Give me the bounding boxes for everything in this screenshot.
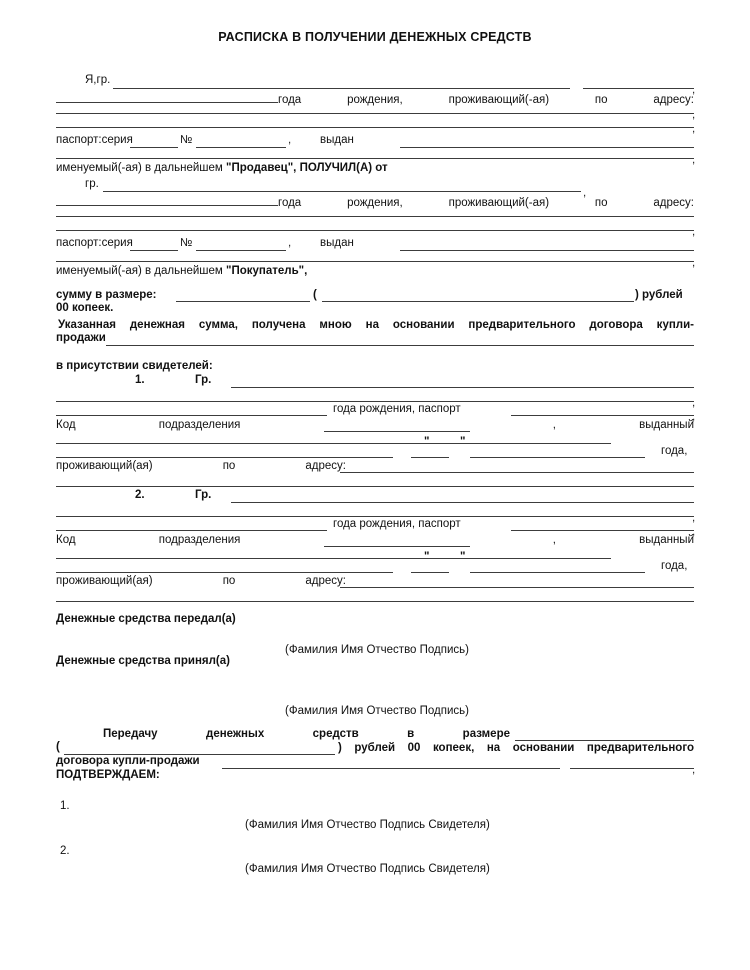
buyer-issued-label: выдан — [320, 237, 354, 249]
witness-signature-1-caption: (Фамилия Имя Отчество Подпись Свидетеля) — [245, 819, 490, 831]
seller-year-word: года — [278, 94, 302, 106]
buyer-by-word: по — [594, 197, 608, 209]
witness-2-name-line-2[interactable] — [56, 516, 694, 517]
buyer-residing-word: проживающий(-ая) — [448, 197, 550, 209]
seller-residing-word: проживающий(-ая) — [448, 94, 550, 106]
seller-name-line-2[interactable] — [583, 88, 694, 89]
witness-signature-1-number: 1. — [60, 800, 70, 812]
witness-2-subdivision-label: подразделения — [158, 534, 241, 546]
amount-words-line[interactable] — [322, 301, 634, 302]
seller-named-prefix: именуемый(-ая) в дальнейшем — [56, 162, 223, 174]
line-comma: , — [692, 526, 696, 538]
witness-signature-2-number: 2. — [60, 845, 70, 857]
confirmation-line-1 — [103, 727, 510, 741]
confirm-word-4: в — [407, 728, 415, 740]
witness-2-issued-label: выданный — [639, 534, 694, 546]
seller-birth-residence-row — [278, 93, 694, 107]
seller-issued-by-line-2[interactable] — [56, 158, 694, 159]
witness-1-day-line[interactable] — [411, 457, 449, 458]
line-comma: , — [692, 411, 696, 423]
witness-signature-2-caption: (Фамилия Имя Отчество Подпись Свидетеля) — [245, 863, 490, 875]
amount-digits-line[interactable] — [176, 301, 310, 302]
buyer-intro-label: гр. — [85, 178, 99, 190]
buyer-birthyear-line[interactable] — [56, 205, 278, 206]
funds-received-label: Денежные средства принял(а) — [56, 655, 230, 667]
witness-1-month-line[interactable] — [470, 457, 645, 458]
line-comma: , — [692, 109, 696, 121]
code-comma: , — [552, 534, 556, 546]
amount-rubles-label: ) рублей — [635, 289, 683, 301]
witness-2-birthyear-line[interactable] — [56, 530, 327, 531]
seller-issued-by-line[interactable] — [400, 147, 694, 148]
line-comma: , — [583, 187, 587, 199]
witness-1-issuer-line-2[interactable] — [56, 457, 393, 458]
buyer-named-row — [56, 265, 307, 278]
buyer-issued-by-line[interactable] — [400, 250, 694, 251]
seller-passport-number-sign: № — [180, 134, 193, 146]
seller-role-label: "Продавец", — [226, 162, 297, 174]
witnesses-heading: в присутствии свидетелей: — [56, 360, 213, 372]
witness-2-residing-row — [56, 574, 346, 588]
witness-1-name-line[interactable] — [231, 387, 694, 388]
witness-1-year-word: года, — [661, 445, 688, 457]
handed-over-signature-caption: (Фамилия Имя Отчество Подпись) — [285, 644, 469, 656]
witness-1-citizen-label: Гр. — [195, 374, 212, 386]
page-title: РАСПИСКА В ПОЛУЧЕНИИ ДЕНЕЖНЫХ СРЕДСТВ — [218, 30, 532, 44]
line-comma: , — [288, 134, 292, 146]
line-comma: , — [692, 512, 696, 524]
witness-2-name-line[interactable] — [231, 502, 694, 503]
confirmation-contract-date-line[interactable] — [570, 768, 694, 769]
seller-received-from-label: ПОЛУЧИЛ(А) от — [299, 162, 388, 174]
buyer-passport-number-line[interactable] — [196, 250, 286, 251]
line-comma: , — [288, 237, 292, 249]
witness-1-name-line-2[interactable] — [56, 401, 694, 402]
confirmation-contract-line[interactable] — [222, 768, 560, 769]
buyer-named-prefix: именуемый(-ая) в дальнейшем — [56, 265, 223, 277]
buyer-year-word: года — [278, 197, 302, 209]
buyer-address-word: адресу: — [653, 197, 694, 209]
buyer-address-line-1[interactable] — [56, 216, 694, 217]
amount-sum-label: сумму в размере: — [56, 289, 157, 301]
seller-passport-label: паспорт:серия — [56, 134, 133, 146]
confirm-word-1: Передачу — [103, 728, 158, 740]
seller-named-row — [56, 162, 388, 175]
amount-statement-tail: продажи — [56, 332, 106, 344]
confirmation-confirm-word: ПОДТВЕРЖДАЕМ: — [56, 769, 160, 781]
seller-intro-label: Я,гр. — [85, 74, 111, 86]
witness-2-address-line[interactable] — [340, 587, 694, 588]
confirmation-line-2: ) рублей 00 копеек, на основании предварительного — [338, 742, 694, 754]
buyer-passport-label: паспорт:серия — [56, 237, 133, 249]
buyer-address-line-2[interactable] — [56, 230, 694, 231]
seller-by-word: по — [594, 94, 608, 106]
seller-name-line[interactable] — [113, 88, 570, 89]
witness-2-day-quote-open: " — [424, 551, 430, 563]
seller-passport-series-line[interactable] — [130, 147, 178, 148]
seller-address-word: адресу: — [653, 94, 694, 106]
witness-2-birth-passport-label: года рождения, паспорт — [333, 518, 461, 530]
seller-address-line-2[interactable] — [56, 127, 694, 128]
witness-2-number: 2. — [135, 489, 145, 501]
witness-1-month-quote-close: " — [460, 436, 466, 448]
witness-2-code-row — [56, 533, 694, 547]
witness-2-year-word: года, — [661, 560, 688, 572]
witness-1-passport-line[interactable] — [511, 415, 694, 416]
buyer-passport-number-sign: № — [180, 237, 193, 249]
witness-2-code-label: Код — [56, 534, 76, 546]
witness-2-issuer-line-2[interactable] — [56, 572, 393, 573]
witness-1-day-quote-open: " — [424, 436, 430, 448]
line-comma: , — [692, 84, 696, 96]
witness-1-address-line-2[interactable] — [56, 486, 694, 487]
buyer-issued-by-line-2[interactable] — [56, 261, 694, 262]
witness-1-residing-row — [56, 459, 346, 473]
witness-2-residing-label: проживающий(ая) — [56, 575, 153, 587]
seller-birth-word: рождения, — [347, 94, 403, 106]
buyer-passport-series-line[interactable] — [130, 250, 178, 251]
line-comma: , — [692, 257, 696, 269]
confirmation-paren-open: ( — [56, 741, 60, 753]
witness-2-address-line-2[interactable] — [56, 601, 694, 602]
witness-1-address-word: адресу: — [305, 460, 346, 472]
line-comma: , — [692, 226, 696, 238]
buyer-name-line[interactable] — [103, 191, 581, 192]
witness-2-issuer-line[interactable] — [56, 558, 611, 559]
witness-2-by-word: по — [222, 575, 236, 587]
confirmation-line-3: договора купли-продажи — [56, 755, 200, 767]
buyer-birth-residence-row — [278, 196, 694, 210]
witness-2-month-line[interactable] — [470, 572, 645, 573]
line-comma: , — [692, 123, 696, 135]
witness-1-issued-label: выданный — [639, 419, 694, 431]
received-signature-caption: (Фамилия Имя Отчество Подпись) — [285, 705, 469, 717]
witness-1-birthyear-line[interactable] — [56, 415, 327, 416]
seller-address-line-1[interactable] — [56, 113, 694, 114]
witness-2-passport-line[interactable] — [511, 530, 694, 531]
amount-kopecks-label: 00 копеек. — [56, 302, 114, 314]
line-comma: , — [692, 397, 696, 409]
witness-1-by-word: по — [222, 460, 236, 472]
witness-2-day-line[interactable] — [411, 572, 449, 573]
confirm-word-5: размере — [462, 728, 510, 740]
confirm-word-3: средств — [312, 728, 359, 740]
witness-2-month-quote-close: " — [460, 551, 466, 563]
witness-2-subdivision-code-line[interactable] — [324, 535, 470, 547]
amount-paren-open: ( — [313, 289, 317, 301]
witness-1-subdivision-label: подразделения — [158, 419, 241, 431]
funds-handed-over-label: Денежные средства передал(а) — [56, 613, 236, 625]
seller-passport-number-line[interactable] — [196, 147, 286, 148]
line-comma: , — [692, 764, 696, 776]
witness-1-number: 1. — [135, 374, 145, 386]
witness-1-issuer-line[interactable] — [56, 443, 611, 444]
buyer-birth-word: рождения, — [347, 197, 403, 209]
confirm-word-2: денежных — [206, 728, 265, 740]
witness-2-address-word: адресу: — [305, 575, 346, 587]
contract-reference-line[interactable] — [106, 345, 694, 346]
witness-2-citizen-label: Гр. — [195, 489, 212, 501]
witness-1-code-row — [56, 418, 694, 432]
seller-birthyear-line[interactable] — [56, 102, 278, 103]
amount-statement-line: Указанная денежная сумма, получена мною на основании предварительного договора купли- — [58, 319, 694, 331]
witness-1-birth-passport-label: года рождения, паспорт — [333, 403, 461, 415]
witness-1-code-label: Код — [56, 419, 76, 431]
witness-1-residing-label: проживающий(ая) — [56, 460, 153, 472]
witness-1-address-line[interactable] — [340, 472, 694, 473]
code-comma: , — [552, 419, 556, 431]
line-comma: , — [692, 154, 696, 166]
seller-issued-label: выдан — [320, 134, 354, 146]
witness-1-subdivision-code-line[interactable] — [324, 420, 470, 432]
buyer-role-label: "Покупатель", — [226, 265, 308, 277]
